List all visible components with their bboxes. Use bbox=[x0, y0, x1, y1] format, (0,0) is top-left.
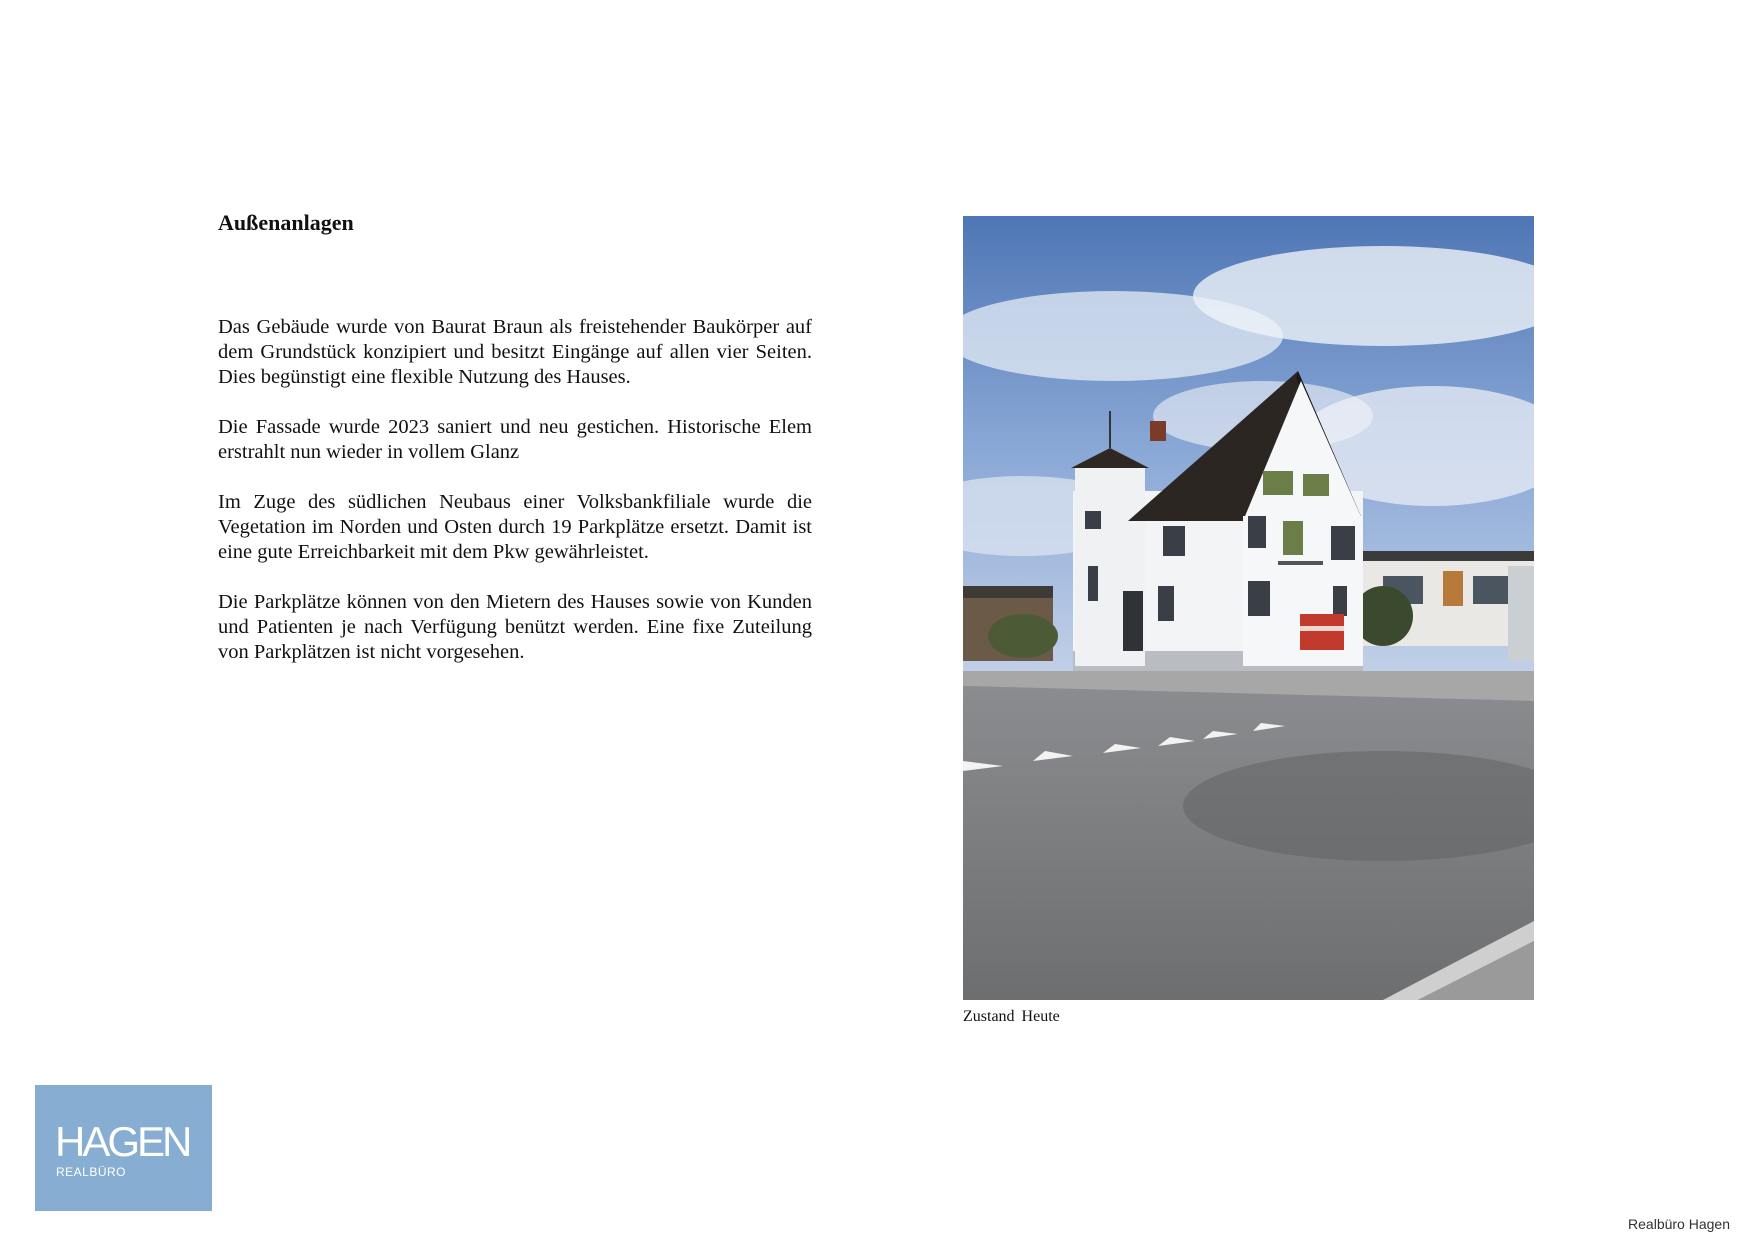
logo-main-text: HAGEN bbox=[55, 1118, 190, 1165]
section-heading: Außenanlagen bbox=[218, 210, 354, 235]
paragraph-1: Das Gebäude wurde von Baurat Braun als freistehender Baukörper auf dem Grundstück konzipiert und besitzt Eingänge auf allen vier Seiten. Dies begünstigt eine flexible Nutzung des Hauses. bbox=[218, 316, 812, 388]
body-text bbox=[218, 315, 812, 690]
paragraph-2: Die Fassade wurde 2023 saniert und neu gestichen. Historische Elem erstrahlt nun wieder in vollem Glanz bbox=[218, 416, 812, 463]
footer-text: Realbüro Hagen bbox=[1628, 1216, 1730, 1232]
photo-caption: Zustand Heute bbox=[963, 1008, 1060, 1025]
paragraph-4: Die Parkplätze können von den Mietern des Hauses sowie von Kunden und Patienten je nach Verfügung benützt werden. Eine fixe Zuteilung von Parkplätzen ist nicht vorgesehen. bbox=[218, 591, 812, 663]
building-photo bbox=[963, 216, 1534, 1000]
hagen-logo bbox=[35, 1085, 212, 1211]
logo-sub-text: REALBÜRO bbox=[56, 1165, 127, 1179]
paragraph-3: Im Zuge des südlichen Neubaus einer Volksbankfiliale wurde die Vegetation im Norden und Osten durch 19 Parkplätze ersetzt. Damit ist eine gute Erreichbarkeit mit dem Pkw gewährleistet. bbox=[218, 491, 812, 563]
